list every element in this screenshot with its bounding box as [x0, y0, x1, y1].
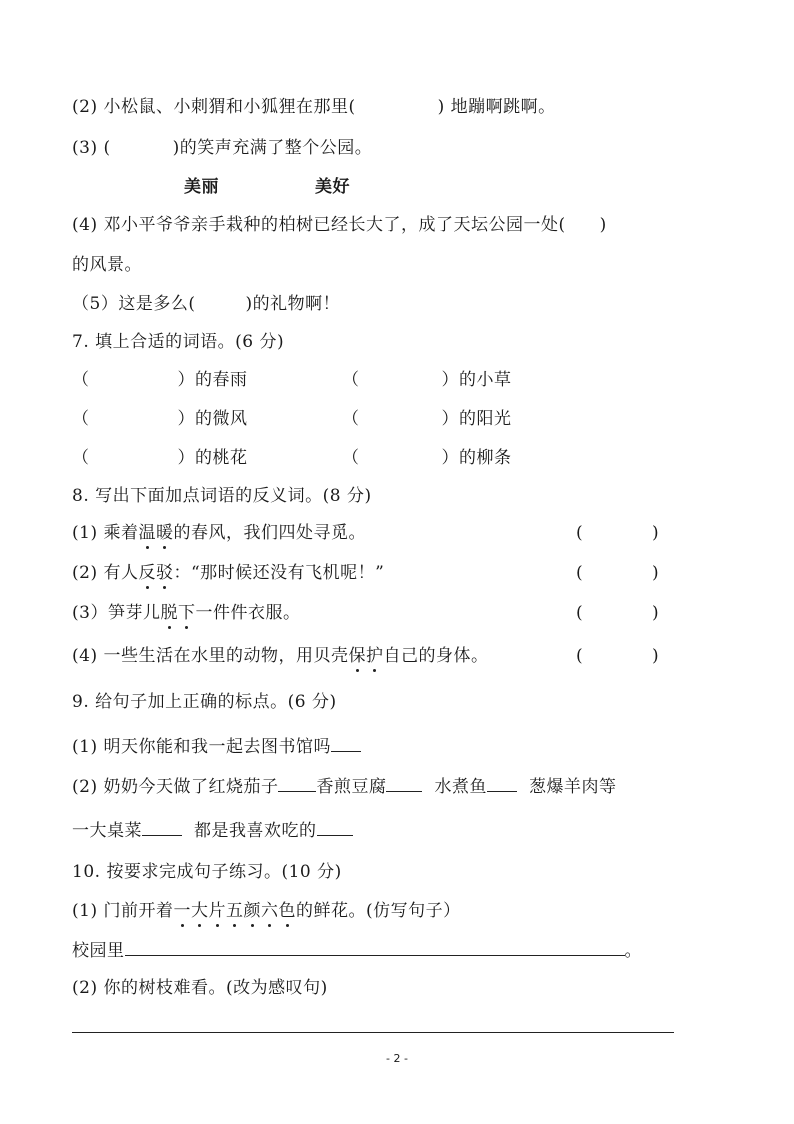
q7-row-1-right-open: （ [342, 370, 360, 390]
q8-title: 8. 写出下面加点词语的反义词。(8 分) [72, 486, 372, 506]
q8-item-1-dotted-word [138, 521, 173, 545]
q7-row-3 [72, 446, 248, 470]
q8-item-4-text-a: (4) 一些生活在水里的动物，用贝壳 [72, 646, 349, 666]
q8-item-3 [72, 601, 300, 625]
q6-item-5-text-a: （5）这是多么( [72, 294, 196, 314]
q9-sentence-2-text-a: (2) 奶奶今天做了红烧茄子 [72, 777, 279, 797]
q10-title: 10. 按要求完成句子练习。(10 分) [72, 862, 342, 882]
q10-item-1-lead: 校园里 [72, 941, 125, 961]
q8-item-4-answer-close: ) [652, 646, 660, 666]
q8-item-2 [72, 561, 384, 585]
q9-sentence-2-text-e: 一大桌菜 [72, 821, 142, 841]
emphasis-dotted-char: 六 [260, 901, 279, 921]
q7-row-2-left-text: ）的微风 [177, 409, 248, 429]
q10-item-1-text-a: (1) 门前开着 [72, 901, 174, 921]
emphasis-dotted-char: 反 [138, 563, 156, 583]
emphasis-dotted-char: 保 [348, 646, 366, 666]
q6-item-2-text-b: ) 地蹦啊跳啊。 [437, 97, 556, 117]
q8-item-1-text-a: (1) 乘着 [72, 523, 139, 543]
q10-item-1-end: 。 [624, 941, 642, 961]
q6-item-4 [72, 213, 607, 237]
q8-item-2-answer-close: ) [652, 563, 660, 583]
q9-sentence-2-blank-3[interactable] [487, 773, 517, 792]
q8-item-1 [72, 521, 366, 545]
q6-item-4-cont: 的风景。 [72, 255, 142, 275]
q6-word-choice-b: 美好 [315, 177, 350, 197]
q7-row-3-left-text: ）的桃花 [177, 448, 248, 468]
q8-item-4 [72, 644, 488, 668]
q6-item-2 [72, 95, 556, 119]
q10-item-2: (2) 你的树枝难看。(改为感叹句) [72, 978, 328, 998]
q10-item-1-answer-line[interactable] [125, 937, 625, 956]
emphasis-dotted-char: 片 [208, 901, 226, 921]
q7-row-2-left-open: （ [72, 409, 90, 429]
emphasis-dotted-char: 颜 [243, 901, 261, 921]
q7-row-2 [72, 407, 248, 431]
q10-item-1-dotted-word [173, 899, 296, 923]
q10-item-1-text-b: 的鲜花。(仿写句子） [295, 901, 461, 921]
q9-sentence-1-blank[interactable] [331, 733, 361, 752]
q9-sentence-1-text: (1) 明天你能和我一起去图书馆吗 [72, 737, 331, 757]
emphasis-dotted-char: 大 [190, 901, 209, 921]
q7-row-1-right-text: ）的小草 [441, 370, 512, 390]
page-number: - 2 - [386, 1052, 408, 1065]
q8-item-2-dotted-word [138, 561, 173, 585]
q8-item-3-answer-open[interactable]: ( [576, 603, 584, 623]
q8-item-4-dotted-word [348, 644, 383, 668]
q9-sentence-2-text-f: 都是我喜欢吃的 [194, 821, 317, 841]
q7-row-2-right [342, 407, 512, 431]
q7-row-3-right [342, 446, 512, 470]
q8-item-4-answer-open[interactable]: ( [576, 646, 584, 666]
q6-item-2-text-a: (2) 小松鼠、小刺猬和小狐狸在那里( [72, 97, 356, 117]
q7-row-3-left-open: （ [72, 448, 90, 468]
q8-item-2-text-a: (2) 有人 [72, 563, 139, 583]
q8-item-2-answer-open[interactable]: ( [576, 563, 584, 583]
q6-item-5-text-b: )的礼物啊！ [245, 294, 341, 314]
q6-item-4-text-a: (4) 邓小平爷爷亲手栽种的柏树已经长大了，成了天坛公园一处( [72, 215, 566, 235]
q10-item-1-answer [72, 937, 642, 963]
q9-sentence-2-blank-1[interactable] [278, 773, 316, 792]
q6-item-3 [72, 136, 372, 160]
emphasis-dotted-char: 一 [173, 901, 191, 921]
q7-row-3-right-text: ）的柳条 [441, 448, 512, 468]
emphasis-dotted-char: 下 [177, 603, 196, 623]
q10-item-1 [72, 899, 461, 923]
q9-sentence-2-text-b: 香煎豆腐 [316, 777, 387, 797]
q8-item-3-answer-close: ) [652, 603, 660, 623]
q7-row-2-right-open: （ [342, 409, 360, 429]
q8-item-1-answer-close: ) [652, 523, 660, 543]
q10-item-2-answer-line[interactable] [72, 1032, 674, 1033]
q9-title: 9. 给句子加上正确的标点。(6 分) [72, 692, 337, 712]
q7-row-1 [72, 368, 248, 392]
q8-item-3-text-a: (3）笋芽儿 [72, 603, 161, 623]
q9-sentence-2-blank-2[interactable] [386, 773, 422, 792]
emphasis-dotted-char: 脱 [160, 603, 178, 623]
q6-word-choice-a: 美丽 [184, 177, 219, 197]
q8-item-3-text-b: 一件件衣服。 [195, 603, 301, 623]
q9-sentence-1 [72, 733, 361, 759]
q9-sentence-2-cont [72, 817, 353, 843]
q8-item-4-text-b: 自己的身体。 [383, 646, 489, 666]
emphasis-dotted-char: 五 [225, 901, 244, 921]
q8-item-2-text-b: ：“那时候还没有飞机呢！” [173, 563, 385, 583]
emphasis-dotted-char: 暖 [155, 523, 174, 543]
q8-item-1-answer-open[interactable]: ( [576, 523, 584, 543]
emphasis-dotted-char: 温 [138, 523, 156, 543]
q7-row-2-right-text: ）的阳光 [441, 409, 512, 429]
q6-item-4-text-b: ) [599, 215, 607, 235]
q9-sentence-2-blank-4[interactable] [142, 817, 182, 836]
q9-sentence-2-blank-5[interactable] [317, 817, 353, 836]
q7-row-1-left-open: （ [72, 370, 90, 390]
q9-sentence-2 [72, 773, 616, 799]
q8-item-3-dotted-word [160, 601, 195, 625]
q7-row-3-right-open: （ [342, 448, 360, 468]
q6-item-3-text-b: )的笑声充满了整个公园。 [172, 138, 373, 158]
emphasis-dotted-char: 色 [278, 901, 296, 921]
q7-title: 7. 填上合适的词语。(6 分) [72, 332, 285, 352]
q6-item-5 [72, 292, 340, 316]
q9-sentence-2-text-c: 水煮鱼 [434, 777, 487, 797]
emphasis-dotted-char: 护 [365, 646, 384, 666]
q7-row-1-right [342, 368, 512, 392]
q7-row-1-left-text: ）的春雨 [177, 370, 248, 390]
q9-sentence-2-text-d: 葱爆羊肉等 [528, 777, 617, 797]
q8-item-1-text-b: 的春风，我们四处寻觅。 [173, 523, 366, 543]
emphasis-dotted-char: 驳 [155, 563, 174, 583]
q6-item-3-text-a: (3) ( [72, 138, 111, 158]
